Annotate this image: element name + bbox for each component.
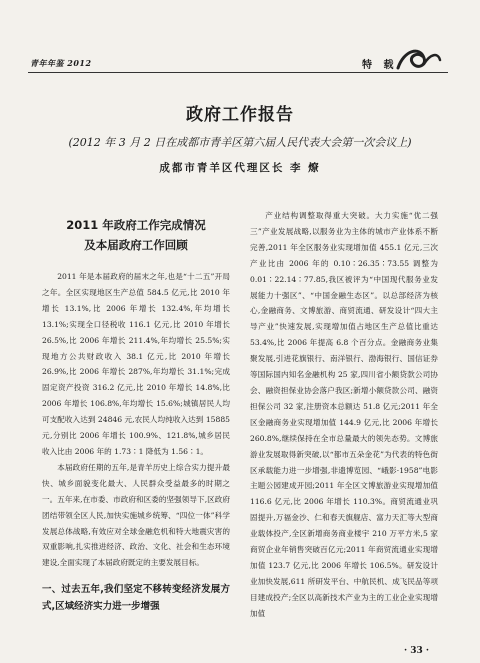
running-head-right: 特 载 (362, 60, 398, 71)
document-title: 政府工作报告 (186, 105, 294, 125)
swirl-ornament-icon (394, 44, 442, 74)
section-heading-line2: 及本届政府工作回顾 (84, 238, 188, 252)
page-number: · 33 · (404, 646, 430, 656)
body-paragraph: 产业结构调整取得重大突破。大力实施“优二强三”产业发展战略,以服务业为主体的城市产业体系不断完善,2011 年全区服务业实现增加值 455.1 亿元,三次产业比由 2006 年的 0.10∶26.35∶73.55 调整为 0.01∶22.14∶77.85,我区被评为“中国现代服务业发展能力十强区”、“中国金融生态区”。以总部经济为核心,金融商务、文博旅游、商贸流通、研发设计“四大主导产业”快速发展,实现增加值占地区生产总值比重达 53.4%,比 2006 年提高 6.8 个百分点。金融商务业集聚发展,引进花旗银行、南洋银行、渤海银行、国信证券等国际国内知名金融机构 25 家,四川省小额贷款公司协会、融资担保业协会落户我区;新增小额贷款公司、融资担保公司 32 家,注册资本总额达 51.8 亿元;2011 年全区金融商务业实现增加值 144.9 亿元,比 2006 年增长 260.8%,继续保持在全市总量最大的领先态势。文博旅游业发展取得新突破,以“都市五朵金花”为代表的特色街区承载能力进一步增强,非遗博览园、“峨影·1958”电影主题公园建成开园;2011 年全区文博旅游业实现增加值 116.6 亿元,比 2006 年增长 110.3%。商贸流通业巩固提升,万福金沙、仁和春天旗舰店、富力天汇等大型商业载体投产,全区新增商务商业楼宇 210 万平方米,5 家商贸企业年销售突破百亿元;2011 年商贸流通业实现增加值 123.7 亿元,比 2006 年增长 106.5%。研发设计业加快发展,611 所研发平台、中航民机、成飞民品等项目建成投产;全区以高新技术产业为主的工业企业实现增加值 (250, 211, 438, 618)
section-heading-line1: 2011 年政府工作完成情况 (66, 218, 206, 232)
document-byline: 成都市青羊区代理区长 李 燎 (159, 162, 321, 174)
running-header (0, 0, 480, 80)
body-paragraph: 本届政府任期的五年,是青羊历史上综合实力提升最快、城乡面貌变化最大、人民群众受益最多的时期之一。五年来,在市委、市政府和区委的坚强领导下,区政府团结带领全区人民,加快实施城乡统筹、“四位一体”科学发展总体战略,有效应对全球金融危机和特大地震灾害的双重影响,扎实推进经济、政治、文化、社会和生态环境建设,全面实现了本届政府既定的主要发展目标。 (42, 462, 230, 568)
header-rule (28, 72, 448, 73)
left-column (42, 205, 230, 615)
running-head-left: 青年年鉴 2012 (30, 58, 92, 68)
right-column (250, 208, 438, 622)
section-heading (42, 215, 230, 255)
body-paragraph: 2011 年是本届政府的届末之年,也是“十二五”开局之年。全区实现地区生产总值 584.5 亿元,比 2010 年增长 13.1%,比 2006 年增长 132.4%,年均增长 13.1%;实现全口径税收 116.1 亿元,比 2010 年增长 26.5%,比 2006 年增长 211.4%,年均增长 25.5%;实现地方公共财政收入 38.1 亿元,比 2010 年增长 26.9%,比 2006 年增长 287%,年均增长 31.1%;完成固定资产投资 316.2 亿元,比 2010 年增长 14.8%,比 2006 年增长 106.8%,年均增长 15.6%;城镇居民人均可支配收入达到 24846 元,农民人均纯收入达到 15885 元,分别比 2006 年增长 100.9%、121.8%,城乡居民收入比由 2006 年的 1.73∶1 降低为 1.56∶1。 (42, 272, 230, 456)
document-subtitle: (2012 年 3 月 2 日在成都市青羊区第六届人民代表大会第一次会议上) (68, 136, 412, 149)
subsection-heading: 一、过去五年,我们坚定不移转变经济发展方式,区域经济实力进一步增强 (42, 584, 230, 613)
